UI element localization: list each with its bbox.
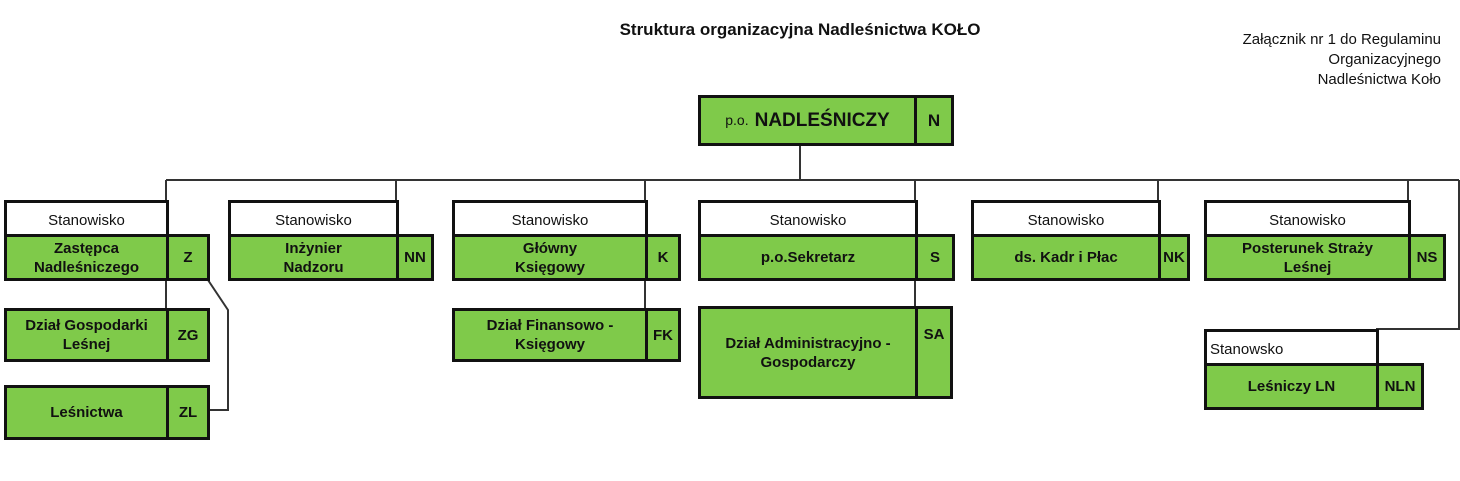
dept-sa-code: SA [915,306,953,399]
head-nadlesniczy-box [698,95,917,146]
stanowsko-label-nln: Stanowsko [1204,329,1379,366]
position-inzynier-line2: Nadzoru [283,258,344,276]
stanowisko-label-s: Stanowisko [698,200,918,237]
annex-line-1: Załącznik nr 1 do Regulaminu [1242,31,1441,48]
head-code-box: N [914,95,954,146]
dept-sa-line1: Dział Administracyjno - [725,334,891,352]
dept-lesnictwa: Leśnictwa [4,385,169,440]
chart-title: Struktura organizacyjna Nadleśnictwa KOŁO [619,20,981,39]
position-lesniczy-ln: Leśniczy LN [1204,363,1379,410]
position-sekretarz-code: S [915,234,955,281]
position-glowny-line2: Księgowy [514,258,586,276]
position-glowny-code: K [645,234,681,281]
position-straz [1204,234,1411,281]
dept-finansowo-ksiegowy [452,308,648,362]
dept-zg-code: ZG [166,308,210,362]
position-lesniczy-ln-code: NLN [1376,363,1424,410]
dept-fk-code: FK [645,308,681,362]
stanowisko-label-k: Stanowisko [452,200,648,237]
position-inzynier-code: NN [396,234,434,281]
annex-line-3: Nadleśnictwa Koło [1317,71,1441,88]
position-sekretarz: p.o.Sekretarz [698,234,918,281]
position-zastepca-code: Z [166,234,210,281]
dept-sa-line2: Gospodarczy [760,353,856,371]
dept-gospodarki-lesnej [4,308,169,362]
position-straz-code: NS [1408,234,1446,281]
position-zastepca-line1: Zastępca [53,239,120,257]
position-glowny-line1: Główny [522,239,578,257]
connector-z-to-zl [208,280,228,410]
stanowisko-label-ns: Stanowisko [1204,200,1411,237]
dept-fk-line2: Księgowy [514,336,586,353]
head-prefix: p.o. [725,112,749,128]
dept-fk-line1: Dział Finansowo - [486,317,614,334]
dept-zg-line2: Leśnej [62,336,111,353]
stanowisko-label-nk: Stanowisko [971,200,1161,237]
position-straz-line1: Posterunek Straży [1242,239,1373,257]
annex-line-2: Organizacyjnego [1328,51,1441,68]
position-kadry-code: NK [1158,234,1190,281]
dept-administracyjno-gospodarczy [698,306,918,399]
position-straz-line2: Leśnej [1283,258,1332,276]
stanowisko-label-nn: Stanowisko [228,200,399,237]
position-inzynier [228,234,399,281]
position-zastepca-line2: Nadleśniczego [33,258,140,276]
position-inzynier-line1: Inżynier [285,239,342,257]
position-glowny-ksiegowy [452,234,648,281]
dept-zg-line1: Dział Gospodarki [25,317,148,334]
stanowisko-label-z: Stanowisko [4,200,169,237]
position-zastepca [4,234,169,281]
dept-zl-code: ZL [166,385,210,440]
position-kadry: ds. Kadr i Płac [971,234,1161,281]
head-name: NADLEŚNICZY [754,110,890,131]
